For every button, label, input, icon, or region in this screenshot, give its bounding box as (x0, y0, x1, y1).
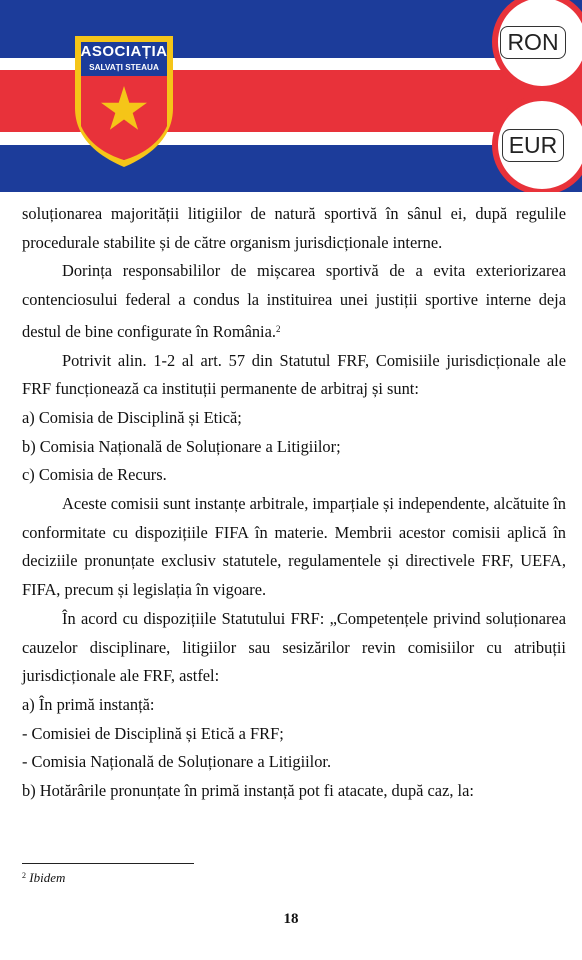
logo-line-2: SALVAȚI STEAUA (89, 63, 159, 72)
logo-line-1: ASOCIAȚIA (80, 43, 168, 60)
paragraph-2-text: Dorința responsabililor de mișcarea sportivă de a evita exteriorizarea contenciosului federal a condus la instituirea unei justiții sportive interne deja destul de bine configurate în România. (22, 261, 566, 341)
shield-crest-icon (72, 30, 176, 170)
paragraph-3: Potrivit alin. 1-2 al art. 57 din Statutul FRF, Comisiile jurisdicționale ale FRF funcționează ca instituții permanente de arbitraj și sunt: (22, 350, 566, 399)
paragraph-4: Aceste comisii sunt instanțe arbitrale, imparțiale și independente, alcătuite în conformitate cu dispozițiile FIFA în materie. Membrii acestor comisii aplică în deciziile pronunțate exclusiv statutele, regulamentele și directivele FRF, UEFA, FIFA, precum și legislația în vigoare. (22, 494, 566, 600)
list-item: b) Comisia Națională de Soluționare a Litigiilor; (22, 436, 341, 456)
footnote-text: Ibidem (29, 870, 66, 885)
list-item: c) Comisia de Recurs. (22, 465, 167, 485)
paragraph-2 (22, 257, 566, 346)
association-logo (72, 30, 176, 170)
list-item: b) Hotărârile pronunțate în primă instanță pot fi atacate, după caz, la: (22, 781, 474, 801)
footnote-reference: 2 (275, 323, 281, 334)
header-banner (0, 0, 582, 192)
list-item: a) Comisia de Disciplină și Etică; (22, 407, 242, 427)
document-body (22, 200, 566, 806)
list-item: a) În primă instanță: (22, 694, 155, 714)
paragraph-1: soluționarea majorității litigiilor de natură sportivă în sânul ei, după regulile procedurale stabilite și de către organism jurisdicționale interne. (22, 204, 566, 252)
currency-eur-badge[interactable] (492, 95, 582, 192)
currency-ron-label: RON (500, 26, 565, 59)
page-number: 18 (283, 911, 299, 927)
footnote-divider (22, 863, 194, 864)
footnote (22, 870, 65, 886)
list-item: - Comisia Națională de Soluționare a Litigiilor. (22, 752, 332, 772)
currency-eur-label: EUR (502, 129, 565, 162)
list-item: - Comisiei de Disciplină și Etică a FRF; (22, 723, 284, 743)
paragraph-5: În acord cu dispozițiile Statutului FRF: „Competențele privind soluționarea cauzelor disciplinare, litigiilor sau sesizărilor revin comisiilor cu atribuții jurisdicționale ale FRF, astfel: (22, 608, 566, 686)
footnote-number: 2 (22, 871, 26, 880)
